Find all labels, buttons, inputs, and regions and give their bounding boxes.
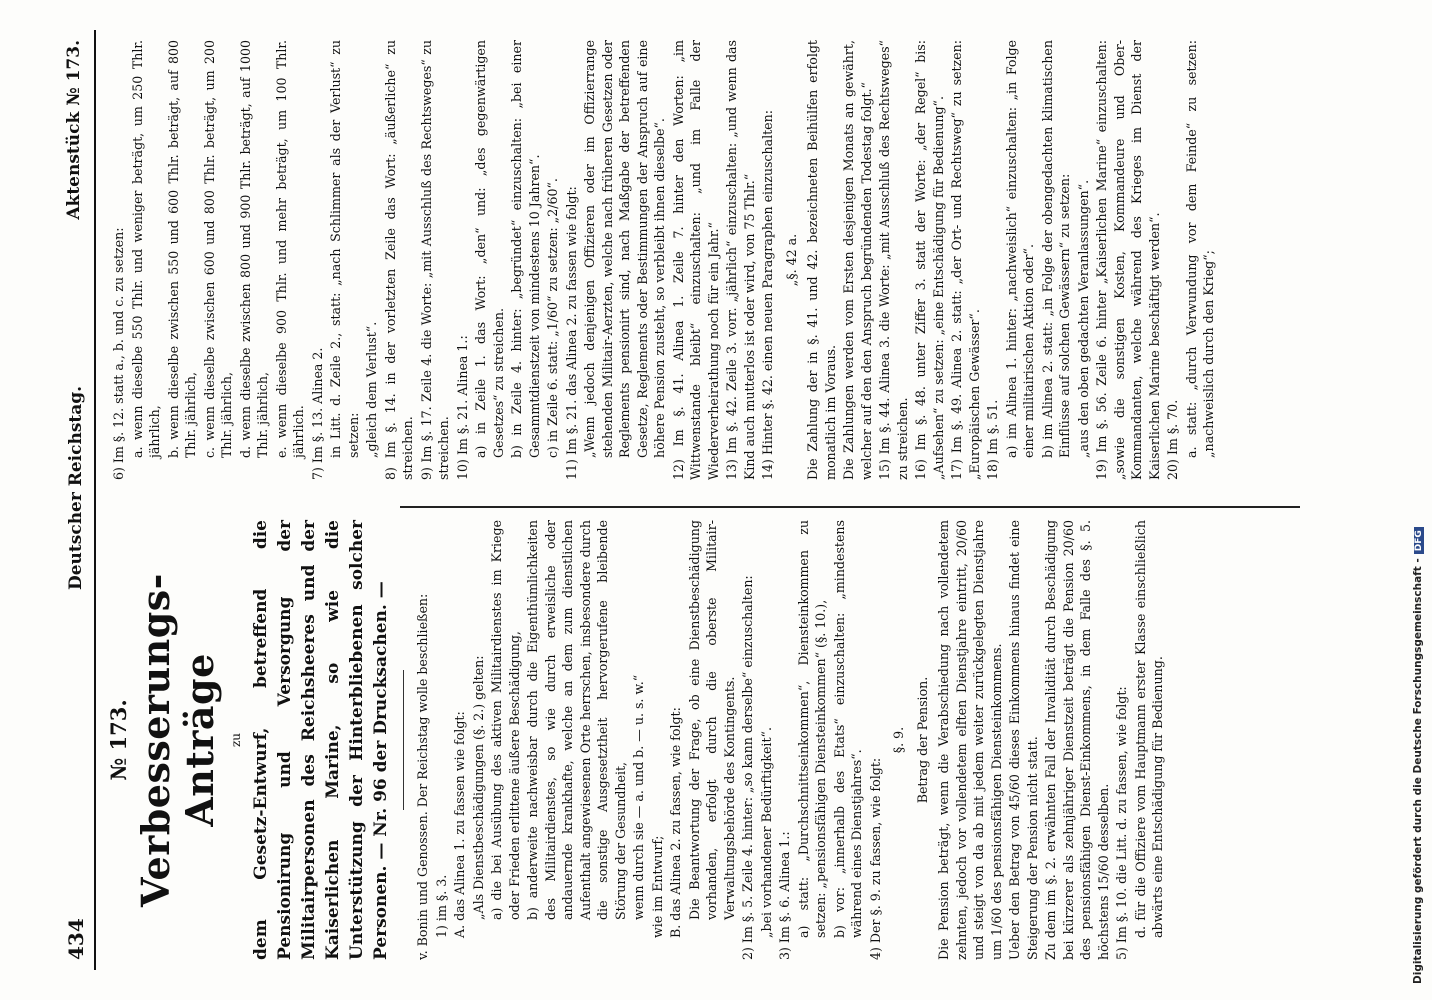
paragraph: „bei vorhandener Bedürftigkeit“. (758, 727, 774, 938)
right-column (110, 40, 1219, 480)
divider (403, 670, 404, 810)
digitization-note-text: Digitalisierung gefördert durch die Deutsche Forschungsgemeinschaft - (1412, 558, 1424, 984)
paragraph: 5) Im §. 10. die Litt. d. zu fassen, wie folgt: (1114, 686, 1129, 960)
paragraph: Die Zahlung der in §. 41. und 42. bezeichneten Beihülfen erfolgt monatlich im Voraus. (805, 40, 838, 480)
paragraph: Ueber den Betrag von 45/60 dieses Einkommens hinaus findet eine Steigerung der Pension nicht statt. (1007, 520, 1040, 960)
document-zu: zu (228, 732, 243, 748)
paragraph: 6) Im §. 12. statt a., b. und c. zu setzen: (111, 227, 126, 480)
paragraph: Die Pension beträgt, wenn die Verabschiedung nach vollendetem zehnten, jedoch vor vollendetem elften Dienstjahre eintritt, 20/60 und steigt von da ab mit jedem weiter zurückgelegten Dienstjahre um 1/60 des pensionsfähigen Diensteinkommens. (936, 520, 1004, 960)
paragraph: 3) Im §. 6. Alinea 1.: (777, 831, 792, 960)
left-column-body (414, 520, 1167, 960)
paragraph: §. 9. (891, 726, 906, 754)
paragraph: d. wenn dieselbe zwischen 800 und 900 Thlr. beträgt, auf 1000 Thlr. jährlich, (237, 40, 270, 458)
paragraph: a) in Zeile 1. das Wort: „den“ und: „des gegenwärtigen Gesetzes“ zu streichen. (473, 40, 506, 458)
paragraph: wie im Entwurf; (649, 835, 665, 938)
paragraph: 10) Im §. 21. Alinea 1.: (454, 335, 470, 480)
paragraph: Die Beantwortung der Frage, ob eine Dienstbeschädigung vorhanden, erfolgt durch die oberste Militair-Verwaltungsbehörde des Kontingents. (686, 520, 737, 920)
paragraph: 14) Hinter §. 42. einen neuen Paragraphen einzuschalten: (760, 110, 775, 480)
paragraph: 11) Im §. 21. das Alinea 2. zu fassen wie folgt: (563, 186, 579, 480)
left-column (106, 520, 1168, 960)
paragraph: wenn durch sie — a. und b. — u. s. w.“ (631, 674, 646, 920)
paragraph: Betrag der Pension. (914, 676, 930, 804)
paragraph: e. wenn dieselbe 900 Thlr. und mehr beträgt, um 100 Thlr. jährlich. (273, 40, 306, 458)
paragraph: 9) Im §. 17. Zeile 4. die Worte: „mit Ausschluß des Rechtsweges“ zu streichen. (418, 40, 451, 480)
paragraph: „§. 42 a. (783, 233, 799, 287)
paragraph: b) in Zeile 4. hinter: „begründet“ einzuschalten: „bei einer Gesammtdienstzeit von mindestens 10 Jahren“. (509, 40, 542, 458)
paragraph: „gleich dem Verlust“. (364, 321, 379, 458)
paragraph: a. wenn dieselbe 550 Thlr. und weniger beträgt, um 250 Thlr. jährlich, (129, 40, 162, 458)
page-number: 434 (64, 918, 88, 960)
paragraph: 20) Im §. 70. (1165, 399, 1180, 480)
paragraph: 1) im §. 3. (433, 874, 449, 938)
paragraph: 15) Im §. 44. Alinea 3. die Worte: „mit Ausschluß des Rechtsweges“ zu streichen. (877, 40, 910, 480)
paragraph: B. das Alinea 2. zu fassen, wie folgt: (668, 707, 683, 938)
paragraph: 19) Im §. 56. Zeile 6. hinter „Kaiserlichen Marine“ einzuschalten: „sowie die sonstigen Kosten, Kommandeure und Ober-Kommandanten, welche während des Krieges im Dienst der Kaiserlichen Marine beschäftigt werden“. (1094, 40, 1162, 480)
paragraph: a) im Alinea 1. hinter: „nachweislich“ einzuschalten: „in Folge einer militairischen Aktion oder“. (1003, 40, 1036, 458)
paragraph: b) vor: „innerhalb des Etats“ einzuschalten: „mindestens während eines Dienstjahres“. (831, 520, 864, 938)
paragraph: 4) Der §. 9. zu fassen, wie folgt: (867, 757, 883, 960)
document-title: Verbesserungs-Anträge (132, 573, 222, 907)
right-column-body (110, 40, 1218, 480)
running-head-doc-number: Aktenstück № 173. (64, 40, 84, 220)
paragraph: b) im Alinea 2. statt: „in Folge der obengedachten klimatischen Einflüsse auf solchen Gewässern“ zu setzen: (1039, 40, 1072, 458)
paragraph: b. wenn dieselbe zwischen 550 und 600 Thlr. beträgt, auf 800 Thlr. jährlich, (165, 40, 198, 458)
paragraph: 17) Im §. 49. Alinea 2. statt: „der Ort- und Rechtsweg“ zu setzen: „Europäischen Gewässer“. (949, 40, 982, 480)
running-head-title: Deutscher Reichstag. (66, 385, 86, 590)
paragraph: Zu dem im §. 2. erwähnten Fall der Invalidität durch Beschädigung bei kürzerer als zehnjähriger Dienstzeit beträgt die Pension 20/60 des pensionsfähigen Dienst-Einkommens, in dem Falle des §. 5. höchstens 15/60 desselben. (1043, 520, 1111, 960)
paragraph: 13) Im §. 42. Zeile 3. vorr. „jährlich“ einzuschalten: „und wenn das Kind auch mutterlos ist oder wird, von 75 Thlr.“ (724, 40, 757, 480)
paragraph: „Als Dienstbeschädigungen (§. 2.) gelten: (470, 655, 486, 920)
paragraph: c) in Zeile 6. statt: „1/60“ zu setzen: „2/60“. (545, 178, 560, 458)
paragraph: in Litt. d. Zeile 2., statt: „nach Schlimmer als der Verlust“ zu setzen: (328, 40, 361, 458)
paragraph: 18) Im §. 51. (985, 399, 1000, 480)
column-divider (400, 506, 1300, 508)
paragraph: b) anderweite nachweisbar durch die Eigenthümlichkeiten des Militairdienstes, so wie durch erweisliche oder andauernde krankhafte, welche an dem zum dienstlichen Aufenthalt angewiesenen Orte herrschen, insbesondere durch die sonstige Ausgesetztheit hervorgerufene bleibende Störung der Gesundheit, (525, 520, 628, 920)
paragraph: 2) Im §. 5. Zeile 4. hinter: „so kann derselbe“ einzuschalten: (740, 575, 755, 960)
paragraph: 8) Im §. 14. in der vorletzten Zeile das Wort: „äußerliche“ zu streichen. (382, 40, 415, 480)
digitization-note (1412, 14, 1430, 984)
paragraph: Die Zahlungen werden vom Ersten desjenigen Monats an gewährt, welcher auf den den Anspruch begründenden Todestag folgt.“ (841, 40, 874, 480)
paragraph: A. das Alinea 1. zu fassen wie folgt: (452, 711, 467, 938)
document-number: № 173. (106, 699, 131, 781)
dfg-badge: DFG (1414, 527, 1424, 554)
paragraph: 16) Im §. 48. unter Ziffer 3. statt der Worte: „der Regel“ bis: „Aufsehen“ zu setzen: „eine Entschädigung für Bedienung“. (913, 40, 946, 480)
paragraph: a) die bei Ausübung des aktiven Militairdienstes im Kriege oder Frieden erlittene äußere Beschädigung, (489, 520, 522, 920)
paragraph: 7) Im §. 13. Alinea 2. (309, 347, 325, 480)
paragraph: a) statt: „Durchschnittseinkommen“, Diensteinkommen zu setzen: „pensionsfähigen Diensteinkommen“ (§. 10.), (795, 520, 828, 938)
paragraph: v. Bonin und Genossen. Der Reichstag wolle beschließen: (415, 593, 430, 960)
paragraph: „Wenn jedoch denjenigen Offizieren oder im Offizierrange stehenden Militair-Aerzten, welche nach früheren Gesetzen oder Reglements pensionirt sind, nach Maßgabe der betreffenden Gesetze, Reglements oder Bestimmungen der Anspruch auf eine höhere Pension zusteht, so verbleibt ihnen dieselbe“. (582, 40, 667, 458)
paragraph: 12) Im §. 41. Alinea 1. Zeile 7. hinter den Worten: „im Wittwenstande bleibt“ einzuschalten: „und im Falle der Wiederverheirathung noch für ein Jahr.“ (670, 40, 721, 480)
document-subject: dem Gesetz-Entwurf, betreffend die Pensionirung und Versorgung der Militairpersonen des Reichsheeres und der Kaiserlichen Marine, so wie die Unterstützung der Hinterbliebenen solcher Personen. — Nr. 96 der Drucksachen. — (251, 520, 391, 960)
paragraph: d. für die Offiziere vom Hauptmann erster Klasse einschließlich abwärts eine Entschädigung für Bedienung. (1132, 520, 1165, 938)
paragraph: „aus den oben gedachten Veranlassungen“. (1075, 179, 1091, 458)
paragraph: c. wenn dieselbe zwischen 600 und 800 Thlr. beträgt, um 200 Thlr. jährlich, (201, 40, 234, 458)
paragraph: a. statt: „durch Verwundung vor dem Feinde“ zu setzen: „nachweislich durch den Krieg“; (1183, 40, 1216, 458)
running-head (60, 30, 96, 970)
